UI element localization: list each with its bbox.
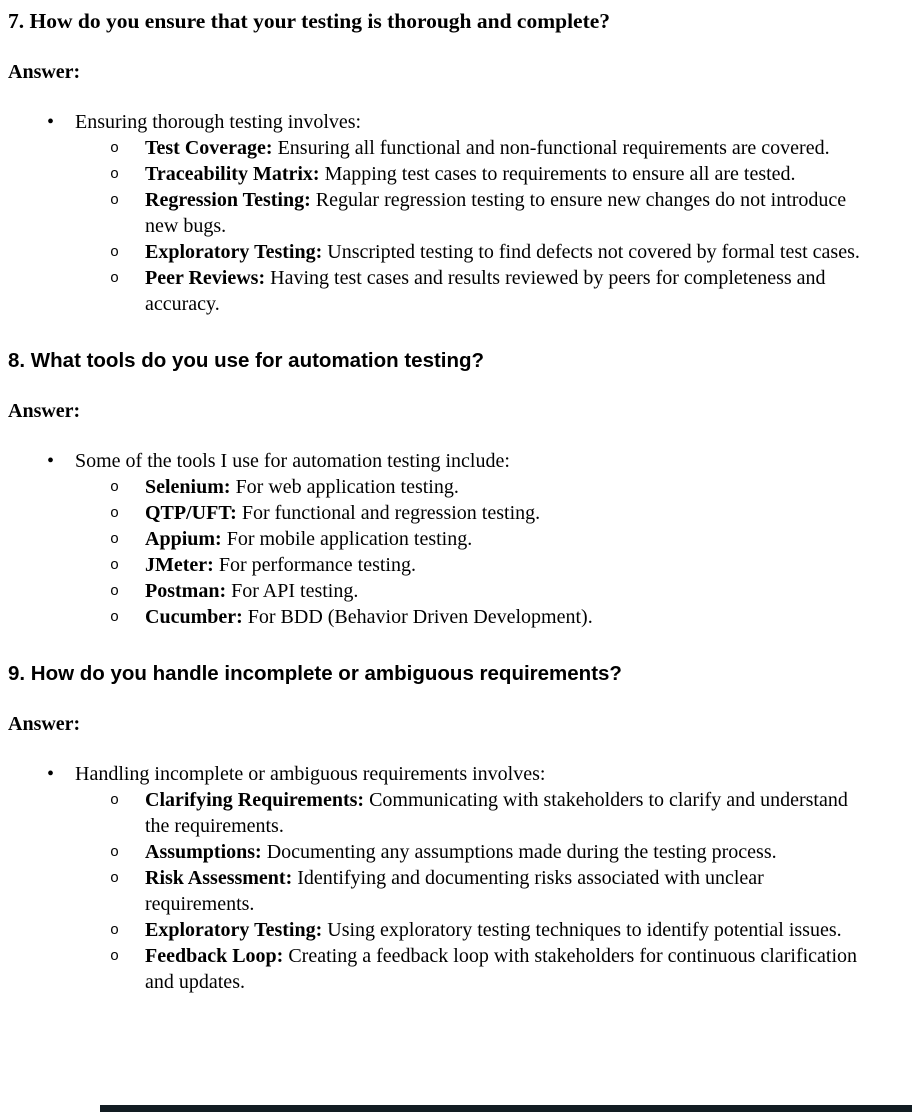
list-item [75,578,864,604]
list-item [75,474,864,500]
answer-list [8,109,864,317]
list-item [75,526,864,552]
term-description: Documenting any assumptions made during the testing process. [266,841,777,863]
answer-label: Answer: [8,713,81,735]
term-label: Exploratory Testing: [145,919,323,941]
sub-list [75,787,864,995]
list-item [75,917,864,943]
list-item [8,109,864,317]
list-item [8,761,864,995]
term-label: JMeter: [145,554,214,576]
list-item [75,604,864,630]
term-description: Unscripted testing to find defects not covered by formal test cases. [327,241,860,263]
answer-list [8,761,864,995]
term-label: Postman: [145,580,227,602]
term-description: For web application testing. [235,476,459,498]
term-label: Assumptions: [145,841,262,863]
list-item [75,787,864,839]
answer-label: Answer: [8,400,81,422]
list-item [75,500,864,526]
term-description: Having test cases and results reviewed by peers for completeness and accuracy. [145,267,826,315]
term-label: Selenium: [145,476,231,498]
list-item [75,552,864,578]
question-heading: 8. What tools do you use for automation testing? [8,349,485,372]
sub-list [75,135,864,317]
term-description: For API testing. [231,580,359,602]
term-description: Mapping test cases to requirements to ensure all are tested. [324,163,796,185]
term-label: Feedback Loop: [145,945,284,967]
term-description: For BDD (Behavior Driven Development). [247,606,593,628]
list-item [75,187,864,239]
term-description: Using exploratory testing techniques to identify potential issues. [327,919,842,941]
term-label: Cucumber: [145,606,243,628]
list-item [75,865,864,917]
term-description: Identifying and documenting risks associated with unclear requirements. [145,867,764,915]
question-section [8,347,864,630]
question-section [8,660,864,995]
question-section [8,8,864,317]
term-description: For performance testing. [218,554,416,576]
term-label: Test Coverage: [145,137,273,159]
term-description: For mobile application testing. [226,528,473,550]
sub-list [75,474,864,630]
list-item [75,161,864,187]
term-label: Clarifying Requirements: [145,789,365,811]
list-item [75,265,864,317]
term-label: Exploratory Testing: [145,241,323,263]
term-label: Traceability Matrix: [145,163,320,185]
term-description: Communicating with stakeholders to clarify and understand the requirements. [145,789,848,837]
answer-label: Answer: [8,61,81,83]
term-label: Appium: [145,528,222,550]
list-item [75,239,864,265]
term-label: QTP/UFT: [145,502,237,524]
term-label: Risk Assessment: [145,867,293,889]
term-description: Regular regression testing to ensure new changes do not introduce new bugs. [145,189,847,237]
list-intro: Some of the tools I use for automation testing include: [75,450,510,472]
term-description: For functional and regression testing. [241,502,541,524]
list-item [8,448,864,630]
term-description: Ensuring all functional and non-functional requirements are covered. [277,137,830,159]
page-bottom-bar [100,1105,912,1112]
list-intro: Handling incomplete or ambiguous requirements involves: [75,763,546,785]
term-label: Regression Testing: [145,189,311,211]
answer-list [8,448,864,630]
term-label: Peer Reviews: [145,267,266,289]
question-heading: 7. How do you ensure that your testing is thorough and complete? [8,9,611,33]
term-description: Creating a feedback loop with stakeholders for continuous clarification and updates. [145,945,858,993]
list-item [75,943,864,995]
question-heading: 9. How do you handle incomplete or ambiguous requirements? [8,662,622,685]
list-item [75,135,864,161]
list-intro: Ensuring thorough testing involves: [75,111,362,133]
list-item [75,839,864,865]
